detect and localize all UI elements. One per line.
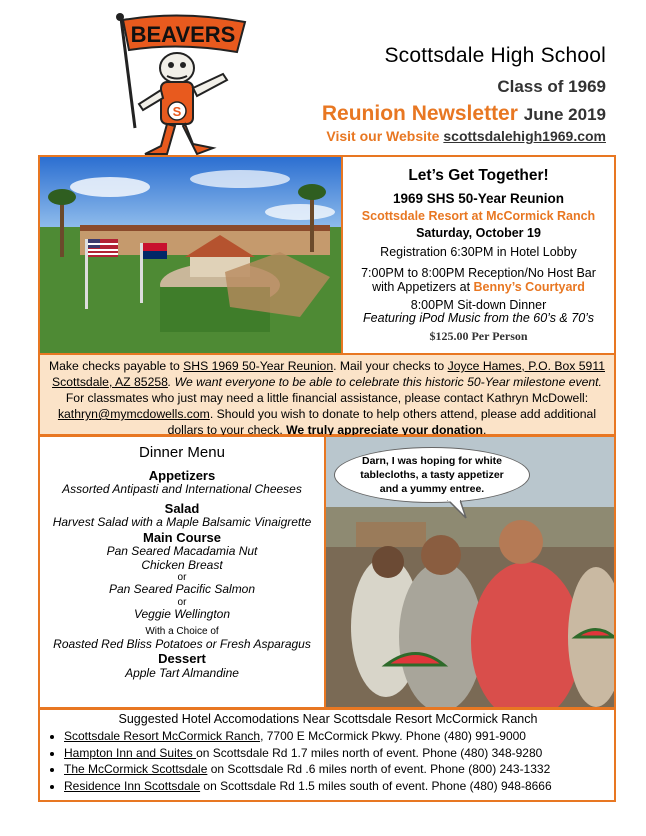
menu-main-1b: Chicken Breast (141, 557, 223, 572)
payment-payee: SHS 1969 50-Year Reunion (183, 359, 334, 373)
class-year: Class of 1969 (497, 77, 606, 96)
event-courtyard: Benny’s Courtyard (473, 279, 585, 294)
contact-email-link[interactable]: kathryn@mymcdowells.com (57, 407, 210, 421)
newsletter-title (322, 102, 606, 126)
hotel-item (64, 778, 612, 795)
hotel-detail-2: on Scottsdale Rd .6 miles north of event. Phone (800) 243-1332 (207, 762, 551, 776)
hotel-list (44, 728, 612, 794)
menu-appetizers-heading: Appetizers (148, 467, 216, 483)
event-music: Featuring iPod Music from the 60’s & 70’s (363, 311, 594, 326)
newsletter-label: Reunion Newsletter (321, 102, 518, 125)
hotel-link-2[interactable]: The McCormick Scottsdale (64, 762, 208, 776)
menu-main-heading: Main Course (142, 529, 221, 545)
menu-or-1: or (177, 572, 187, 584)
hotel-link-3[interactable]: Residence Inn Scottsdale (64, 778, 201, 793)
newsletter-date: June 2019 (523, 105, 606, 124)
payment-text-6: We truly appreciate your donation (282, 423, 483, 437)
menu-dessert: Apple Tart Almandine (125, 665, 239, 680)
event-registration: Registration 6:30PM in Hotel Lobby (380, 245, 577, 260)
menu-choice: With a Choice of (145, 626, 219, 638)
payment-text-1: Make checks payable to (49, 359, 180, 373)
resort-photo (40, 157, 341, 353)
payment-text-5: . Should you wish to donate to help others attend, please add additional dollars to your check. (167, 407, 597, 437)
menu-appetizers: Assorted Antipasti and International Cheeses (62, 482, 302, 497)
menu-salad: Harvest Salad with a Maple Balsamic Vinaigrette (52, 515, 312, 530)
event-details (343, 157, 614, 353)
beavers-mascot-logo (105, 8, 250, 158)
hotel-link-1[interactable]: Hampton Inn and Suites (64, 745, 197, 760)
menu-title: Dinner Menu (139, 444, 225, 461)
speech-bubble: Darn, I was hoping for white tablecloths, a tasty appetizer and a yummy entree. (334, 447, 530, 503)
hotel-accommodations (44, 712, 612, 794)
hotel-detail-1: on Scottsdale Rd 1.7 miles north of event. Phone (480) 348-9280 (196, 745, 543, 760)
mascot-banner-text: BEAVERS (130, 22, 236, 47)
event-price: $125.00 Per Person (429, 329, 528, 344)
hotel-detail-0: , 7700 E McCormick Pkwy. Phone (480) 991-9000 (260, 729, 526, 743)
menu-main-2: Pan Seared Pacific Salmon (108, 582, 256, 597)
menu-main-1a: Pan Seared Macadamia Nut (106, 544, 258, 559)
payment-text-3: . We want everyone to be able to celebrate this historic 50-Year milestone event. (167, 375, 602, 389)
event-venue: Scottsdale Resort at McCormick Ranch (361, 208, 596, 223)
website-label: Visit our Website (326, 128, 440, 144)
school-name: Scottsdale High School (384, 44, 606, 67)
hotel-link-0[interactable]: Scottsdale Resort McCormick Ranch (64, 729, 261, 743)
payment-info (38, 353, 616, 436)
website-link[interactable]: scottsdalehigh1969.com (443, 128, 606, 144)
payment-text-4: For classmates who just may need a little financial assistance, please contact Kathryn McDowell: (65, 391, 589, 405)
hotel-item (64, 728, 612, 745)
payment-text-2: . Mail your checks to (333, 359, 445, 373)
dinner-menu (40, 437, 324, 707)
payment-address: Joyce Hames, P.O. Box 5911 Scottsdale, AZ 85258 (52, 359, 605, 389)
hotels-title: Suggested Hotel Accomodations Near Scottsdale Resort McCormick Ranch (118, 712, 538, 726)
watermelon-photo (326, 437, 614, 707)
hotel-item (64, 745, 612, 762)
menu-main-3: Veggie Wellington (133, 607, 231, 621)
mascot-letter: S (172, 104, 182, 119)
event-day: Saturday, October 19 (416, 225, 541, 240)
hotel-detail-3: on Scottsdale Rd 1.5 miles south of event. Phone (480) 948-8666 (200, 778, 552, 793)
event-title: 1969 SHS 50-Year Reunion (392, 191, 565, 207)
event-appetizers-prefix: with Appetizers at (372, 279, 471, 294)
menu-salad-heading: Salad (164, 500, 200, 516)
menu-or-2: or (177, 596, 187, 608)
event-appetizers-line (343, 281, 614, 295)
menu-dessert-heading: Dessert (158, 651, 206, 667)
hotel-item (64, 761, 612, 778)
speech-bubble-tail (446, 500, 468, 520)
menu-sides: Roasted Red Bliss Potatoes or Fresh Asparagus (53, 636, 311, 651)
website-line (326, 128, 606, 144)
payment-text-7: . (483, 423, 487, 437)
event-reception: 7:00PM to 8:00PM Reception/No Host Bar (361, 266, 596, 281)
event-dinner: 8:00PM Sit-down Dinner (410, 297, 547, 312)
event-heading: Let’s Get Together! (408, 167, 549, 184)
